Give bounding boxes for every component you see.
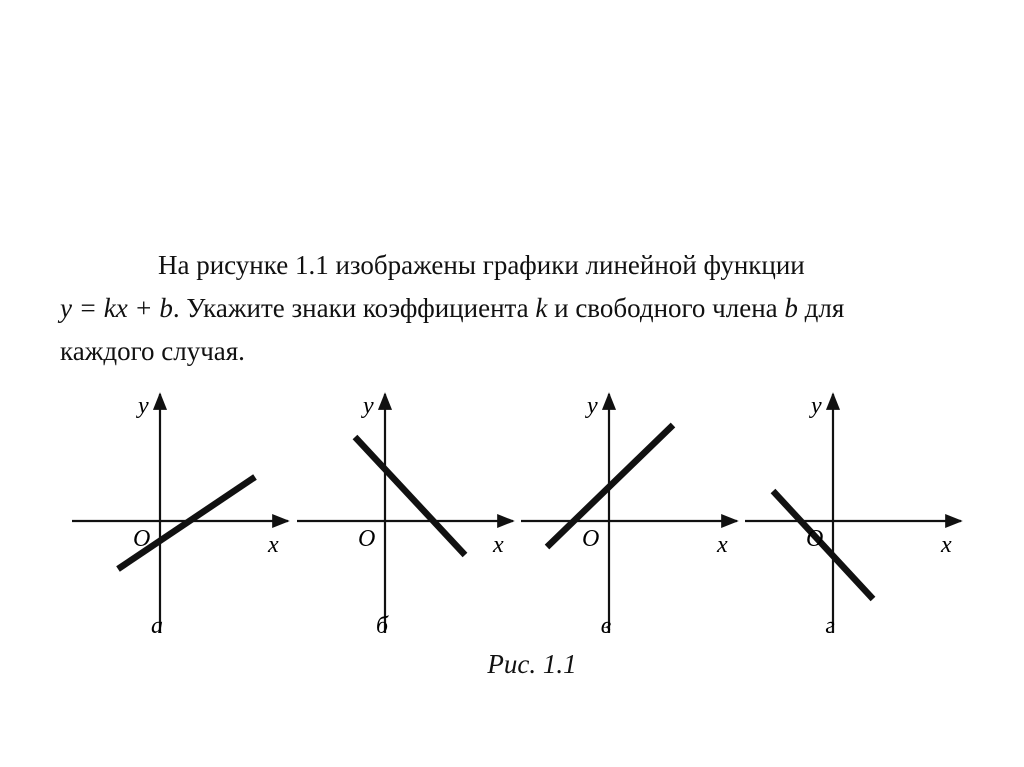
graph-panel-3 [521, 393, 737, 639]
y-axis-label: y [138, 393, 149, 419]
free-term-b: b [784, 293, 798, 323]
x-axis-label: x [717, 532, 728, 558]
formula: y = kx + b [60, 293, 173, 323]
origin-label: O [133, 526, 151, 552]
origin-label: O [358, 526, 376, 552]
x-axis-label: x [268, 532, 279, 558]
function-line [118, 477, 255, 569]
panel-label: б [375, 613, 389, 639]
coefficient-k: k [535, 293, 548, 323]
y-axis-label: y [363, 393, 374, 419]
panel-label: а [151, 613, 163, 639]
graph-panel-1 [72, 393, 288, 639]
panel-label: г [825, 613, 835, 639]
figure-caption: Рис. 1.1 [487, 649, 577, 679]
graph-panel-4 [745, 393, 961, 639]
problem-text [60, 244, 972, 373]
y-axis-label: y [587, 393, 598, 419]
x-axis-label: x [493, 532, 504, 558]
graph-panel-2 [297, 393, 513, 639]
problem-line-1: На рисунке 1.1 изображены графики линейной функции [158, 250, 805, 280]
origin-label: O [806, 526, 824, 552]
panel-label: в [600, 613, 612, 639]
x-axis-label: x [941, 532, 952, 558]
problem-line-2: y = kx + b. Укажите знаки коэффициента k и свободного члена b для [60, 293, 845, 323]
origin-label: O [582, 526, 600, 552]
y-axis-label: y [811, 393, 822, 419]
problem-line-3: каждого случая. [60, 336, 245, 366]
